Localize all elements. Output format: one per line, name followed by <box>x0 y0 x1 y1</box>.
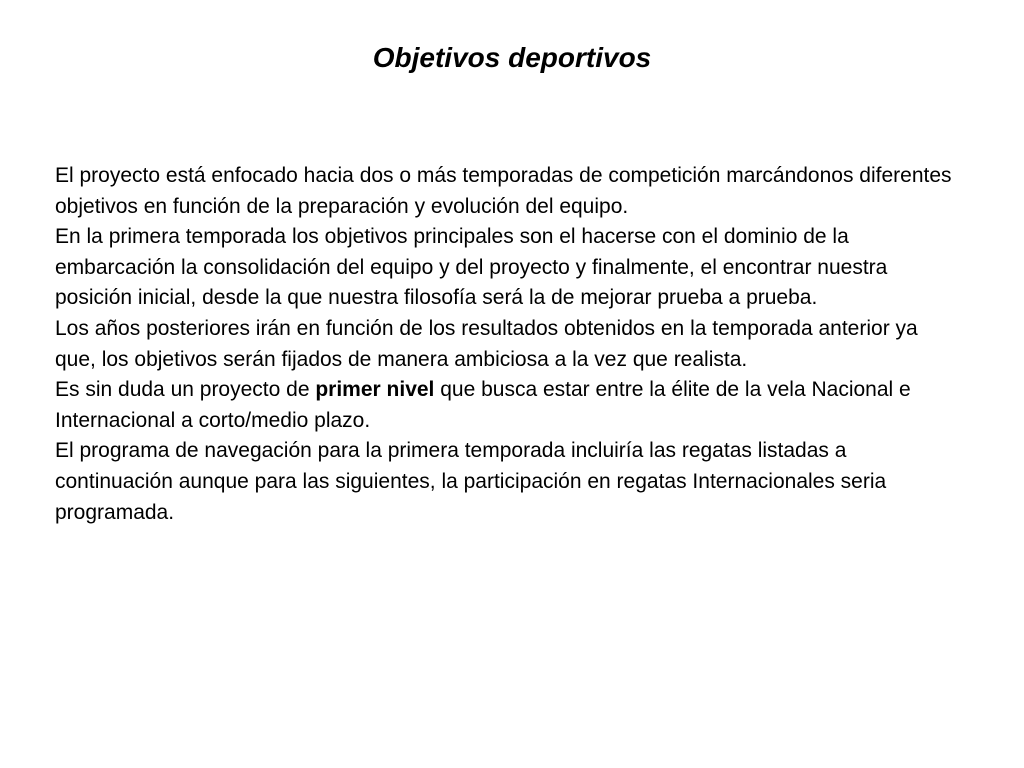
slide-body <box>55 161 955 528</box>
paragraph-top-level <box>55 375 955 436</box>
paragraph-top-level-after: que busca estar entre la élite de la vela Nacional e Internacional a corto/medio plazo. <box>55 378 911 432</box>
slide-title: Objetivos deportivos <box>372 42 652 73</box>
paragraph-navigation-program: El programa de navegación para la primera temporada incluiría las regatas listadas a continuación aunque para las siguientes, la participación en regatas Internacionales seria programada. <box>55 439 887 524</box>
paragraph-project-focus: El proyecto está enfocado hacia dos o más temporadas de competición marcándonos diferentes objetivos en función de la preparación y evolución del equipo. <box>55 164 952 218</box>
paragraph-top-level-before: Es sin duda un proyecto de <box>55 378 316 402</box>
paragraph-first-season: En la primera temporada los objetivos principales son el hacerse con el dominio de la embarcación la consolidación del equipo y del proyecto y finalmente, el encontrar nuestra posición inicial, desde la que nuestra filosofía será la de mejorar prueba a prueba. <box>55 225 888 310</box>
paragraph-later-years: Los años posteriores irán en función de los resultados obtenidos en la temporada anterior ya que, los objetivos serán fijados de manera ambiciosa a la vez que realista. <box>55 316 918 371</box>
paragraph-top-level-emphasis: primer nivel <box>315 378 435 402</box>
